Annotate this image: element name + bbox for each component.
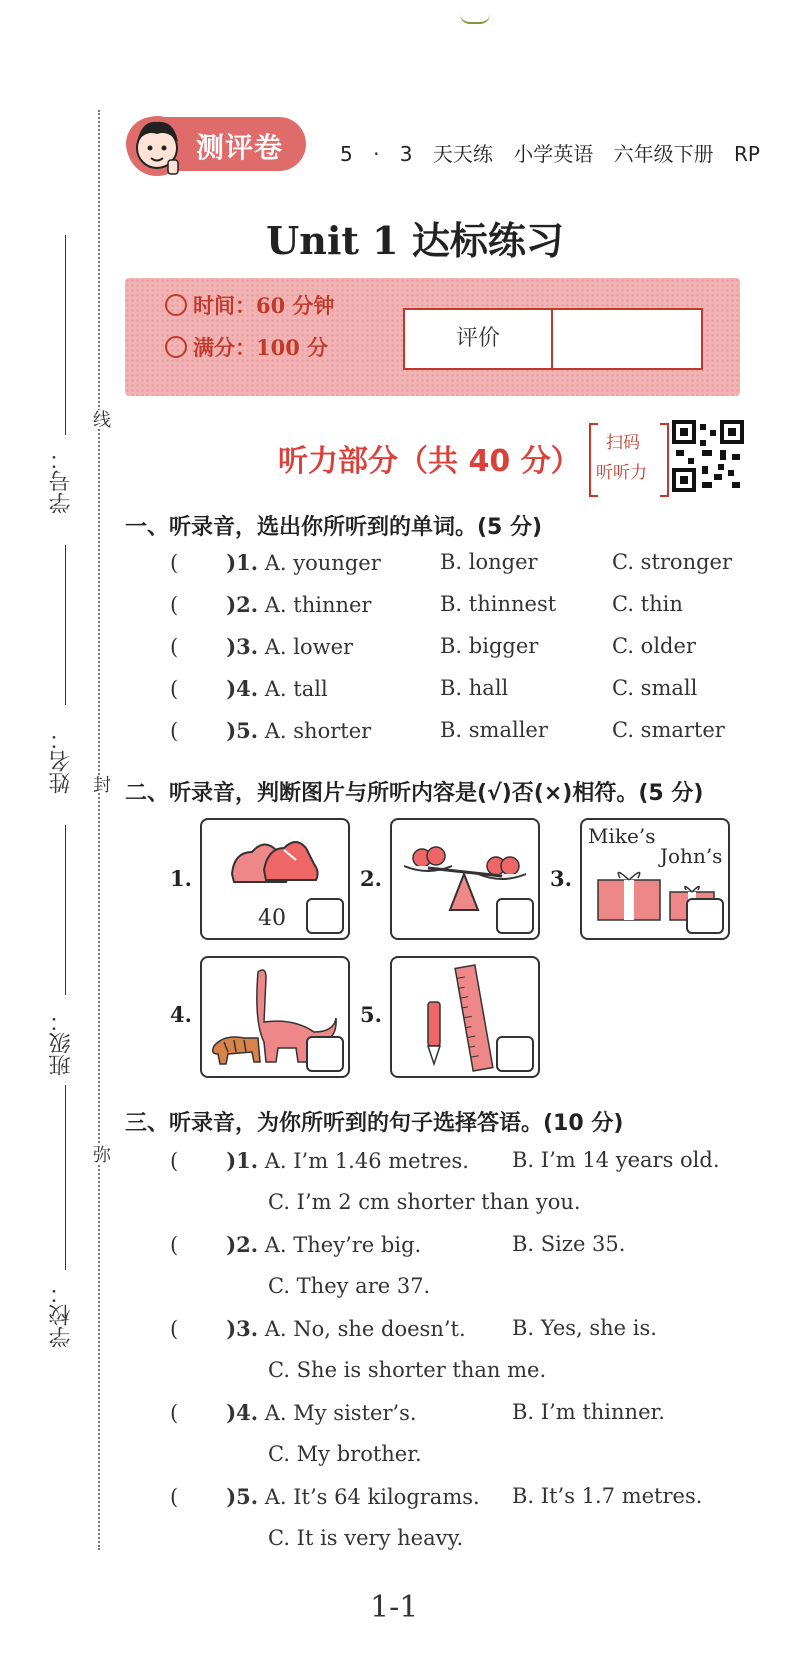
option-c: C. I’m 2 cm shorter than you. [268,1190,581,1214]
option-a: A. No, she doesn’t. [264,1317,466,1341]
item-number: )2. [226,592,259,617]
picture-3-gifts [580,818,730,940]
class-rule [65,825,66,995]
cut-mark-feng: 封 [87,775,113,793]
answer-paren[interactable]: ( [170,719,179,743]
option-c: C. She is shorter than me. [268,1358,547,1382]
binding-dotted-line [98,110,100,1550]
option-a: A. shorter [264,719,372,743]
picture-1-shoes [200,818,350,940]
student-no-rule [65,235,66,435]
pic-number: 2. [360,866,382,891]
answer-paren[interactable]: ( [170,1149,179,1173]
test-badge-label: 测评卷 [196,131,284,164]
item-number: )4. [226,676,259,701]
s3-item-5 [170,1484,703,1509]
answer-paren[interactable]: ( [170,551,179,575]
section-3-heading: 三、听录音，为你所听到的句子选择答语。(10 分) [125,1111,624,1136]
s1-item-1 [170,550,733,575]
student-no-label: 学号： [49,448,74,514]
option-a: A. thinner [264,593,372,617]
answer-paren[interactable]: ( [170,635,179,659]
school-label: 学校： [49,1282,74,1348]
pic-number: 3. [550,866,572,891]
option-c: C. thin [612,592,683,616]
scan-label: 扫码 [606,433,640,453]
tick-box[interactable] [306,898,344,934]
item-number: )4. [226,1400,259,1425]
cut-mark-xian: 线 [87,410,113,428]
name-rule [65,545,66,705]
cartoon-boy-icon [124,108,190,180]
evaluation-box [403,308,703,370]
answer-paren[interactable]: ( [170,1401,179,1425]
option-a: A. lower [264,635,354,659]
option-c: C. smarter [612,718,725,742]
option-b: B. I’m 14 years old. [512,1148,720,1172]
cut-mark-mi: 弥 [87,1145,113,1163]
pic-number: 5. [360,1002,382,1027]
item-number: )5. [226,718,259,743]
s3-item-4 [170,1400,665,1425]
s3-item-4-c [268,1442,422,1466]
answer-paren[interactable]: ( [170,1317,179,1341]
s3-item-3 [170,1316,657,1341]
section-1-heading: 一、听录音，选出你所听到的单词。(5 分) [125,515,543,540]
s3-item-5-c [268,1526,463,1550]
top-pen-mark [460,8,490,24]
tick-box[interactable] [496,898,534,934]
s1-item-5 [170,718,725,743]
page-number: 1-1 [370,1590,419,1625]
s3-item-1 [170,1148,720,1173]
answer-paren[interactable]: ( [170,1485,179,1509]
s1-item-3 [170,634,696,659]
gift-label-mike: Mike’s [588,824,656,848]
qr-code-icon[interactable] [672,420,744,492]
option-c: C. It is very heavy. [268,1526,464,1550]
shoes-icon [224,830,324,890]
listening-section-title: 听力部分（共 40 分） [278,444,581,479]
option-c: C. stronger [612,550,733,574]
item-number: )5. [226,1484,259,1509]
item-number: )3. [226,634,259,659]
exam-info-box [125,278,740,396]
option-b: B. It’s 1.7 metres. [512,1484,703,1508]
option-c: C. small [612,676,698,700]
tick-box[interactable] [686,898,724,934]
option-b: B. I’m thinner. [512,1400,665,1424]
item-number: )1. [226,550,259,575]
option-a: A. It’s 64 kilograms. [264,1485,480,1509]
option-c: C. They are 37. [268,1274,431,1298]
option-b: B. longer [440,550,538,574]
item-number: )3. [226,1316,259,1341]
book-info [340,138,760,167]
answer-paren[interactable]: ( [170,1233,179,1257]
tick-box[interactable] [496,1036,534,1072]
s3-item-3-c [268,1358,546,1382]
check-circle-icon [165,336,187,358]
time-limit [165,290,335,320]
option-b: B. Size 35. [512,1232,626,1256]
picture-4-dinosaur [200,956,350,1078]
option-a: A. My sister’s. [264,1401,417,1425]
s1-item-4 [170,676,698,701]
grade-name: 六年级下册 [613,142,714,166]
answer-paren[interactable]: ( [170,593,179,617]
school-rule [65,1085,66,1270]
name-label: 姓名： [49,728,74,794]
item-number: )2. [226,1232,259,1257]
s3-item-2-c [268,1274,430,1298]
s3-item-2 [170,1232,626,1257]
option-b: B. thinnest [440,592,557,616]
option-a: A. I’m 1.46 metres. [264,1149,469,1173]
s3-item-1-c [268,1190,581,1214]
option-b: B. Yes, she is. [512,1316,657,1340]
option-b: B. smaller [440,718,548,742]
listen-label: 听听力 [596,463,647,483]
picture-2-scale [390,818,540,940]
class-label: 班级： [49,1010,74,1076]
option-a: A. They’re big. [264,1233,422,1257]
time-limit-text: 时间：60 分钟 [193,293,335,318]
evaluation-label: 评价 [405,310,553,368]
edition-name: RP [733,142,760,166]
section-2-heading: 二、听录音，判断图片与所听内容是(√)否(×)相符。(5 分) [125,781,704,806]
series-name: 5 · 3 天天练 [340,142,493,166]
subject-name: 小学英语 [513,142,594,166]
option-b: B. hall [440,676,509,700]
option-c: C. My brother. [268,1442,422,1466]
picture-5-ruler-pen [390,956,540,1078]
pic-number: 1. [170,866,192,891]
option-b: B. bigger [440,634,539,658]
item-number: )1. [226,1148,259,1173]
answer-paren[interactable]: ( [170,677,179,701]
page-title: Unit 1 达标练习 [266,218,564,263]
option-a: A. tall [264,677,328,701]
tick-box[interactable] [306,1036,344,1072]
option-c: C. older [612,634,696,658]
option-a: A. younger [264,551,381,575]
s1-item-2 [170,592,683,617]
clock-icon [165,294,187,316]
pic-number: 4. [170,1002,192,1027]
gift-label-john: John’s [660,844,723,868]
shoe-size-caption: 40 [258,906,286,931]
full-score-text: 满分：100 分 [193,335,329,360]
full-score [165,332,328,362]
